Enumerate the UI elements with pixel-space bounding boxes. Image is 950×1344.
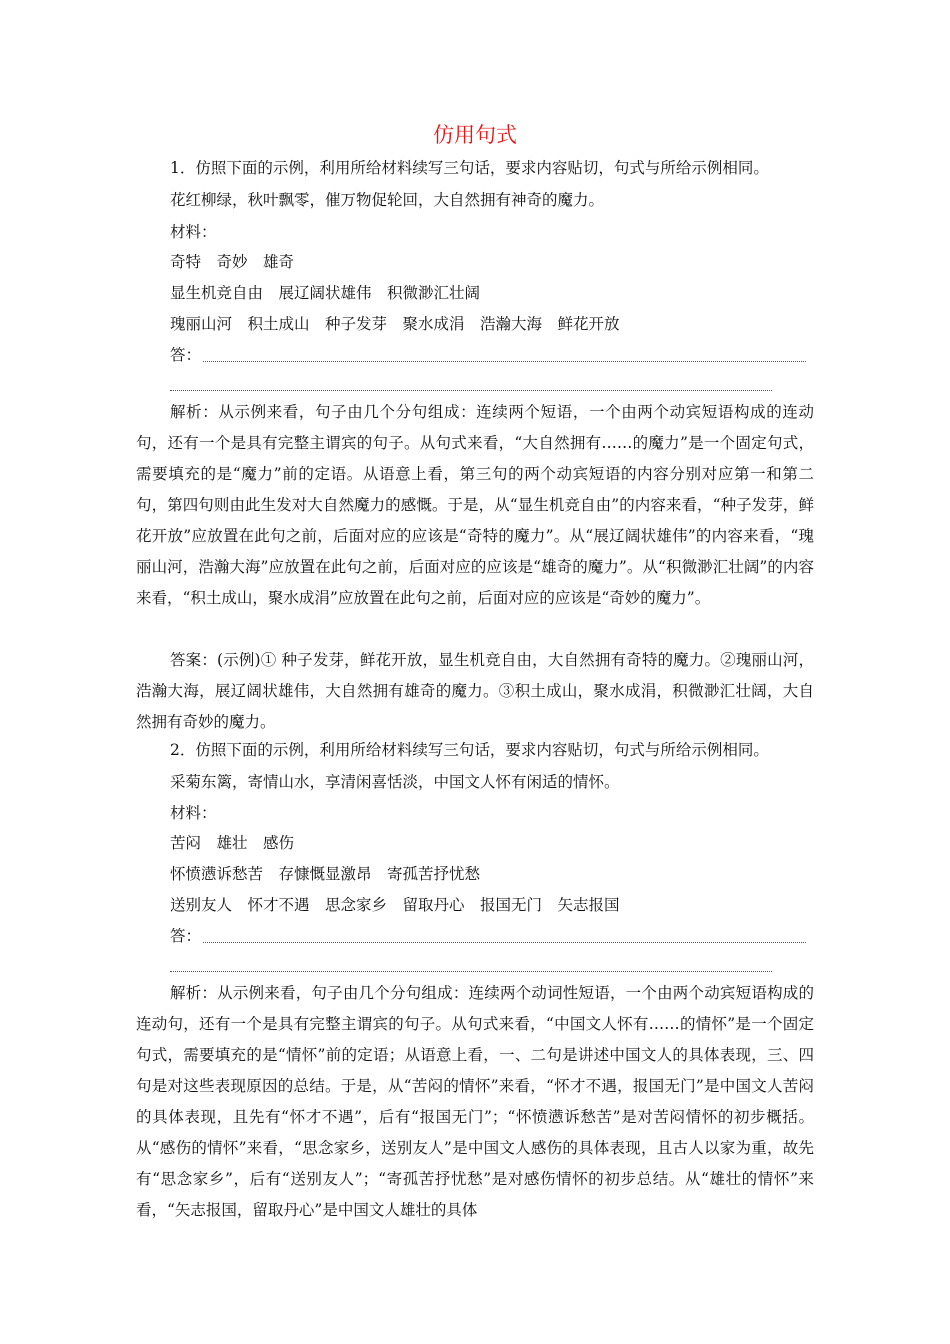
- q1-answer-line-1: [203, 361, 806, 362]
- q2-answer-line-2: [170, 970, 772, 972]
- q1-material-line2: 显生机竞自由 展辽阔状雄伟 积微渺汇壮阔: [170, 284, 481, 302]
- q1-answer-label: 答：: [170, 346, 202, 364]
- q1-answer-line-2: [170, 389, 772, 391]
- q1-answer: 答案：(示例)① 种子发芽，鲜花开放，显生机竞自由，大自然拥有奇特的魔力。②瑰丽山河，浩瀚大海，展辽阔状雄伟，大自然拥有雄奇的魔力。③积土成山，聚水成涓，积微渺汇壮阔，大自然拥有奇妙的魔力。: [136, 651, 814, 731]
- q2-material-line2: 怀愤懑诉愁苦 存慷慨显激昂 寄孤苦抒忧愁: [170, 865, 481, 883]
- q1-question: 1．仿照下面的示例，利用所给材料续写三句话，要求内容贴切，句式与所给示例相同。: [170, 159, 769, 177]
- q1-answer-field: [170, 343, 806, 367]
- q2-analysis: 解析：从示例来看，句子由几个分句组成：连续两个动词性短语，一个由两个动宾短语构成的连动句，还有一个是具有完整主谓宾的句子。从句式来看，“中国文人怀有……的情怀”是一个固定句式，需要填充的是“情怀”前的定语；从语意上看，一、二句是讲述中国文人的具体表现，三、四句是对这些表现原因的总结。于是，从“苦闷的情怀”来看，“怀才不遇，报国无门”是中国文人苦闷的具体表现，且先有“怀才不遇”，后有“报国无门”；“怀愤懑诉愁苦”是对苦闷情怀的初步概括。从“感伤的情怀”来看，“思念家乡，送别友人”是中国文人感伤的具体表现，且古人以家为重，故先有“思念家乡”，后有“送别友人”；“寄孤苦抒忧愁”是对感伤情怀的初步总结。从“雄壮的情怀”来看，“矢志报国，留取丹心”是中国文人雄壮的具体: [136, 984, 814, 1219]
- q1-analysis: 解析：从示例来看，句子由几个分句组成：连续两个短语，一个由两个动宾短语构成的连动句，还有一个是具有完整主谓宾的句子。从句式来看，“大自然拥有……的魔力”是一个固定句式，需要填充的是“魔力”前的定语。从语意上看，第三句的两个动宾短语的内容分别对应第一和第二句，第四句则由此生发对大自然魔力的感慨。于是，从“显生机竞自由”的内容来看，“种子发芽，鲜花开放”应放置在此句之前，后面对应的应该是“奇特的魔力”。从“展辽阔状雄伟”的内容来看，“瑰丽山河，浩瀚大海”应放置在此句之前，后面对应的应该是“雄奇的魔力”。从“积微渺汇壮阔”的内容来看，“积土成山，聚水成涓”应放置在此句之前，后面对应的应该是“奇妙的魔力”。: [136, 403, 814, 607]
- q2-answer-line-1: [203, 942, 806, 943]
- q2-material-label: 材料：: [170, 804, 217, 822]
- q1-material-label: 材料：: [170, 223, 217, 241]
- q2-material-line1: 苦闷 雄壮 感伤: [170, 834, 295, 852]
- q2-material-line3: 送别友人 怀才不遇 思念家乡 留取丹心 报国无门 矢志报国: [170, 896, 620, 914]
- q2-answer-field: [170, 924, 806, 948]
- q2-question: 2．仿照下面的示例，利用所给材料续写三句话，要求内容贴切，句式与所给示例相同。: [170, 741, 769, 759]
- q1-material-line3: 瑰丽山河 积土成山 种子发芽 聚水成涓 浩瀚大海 鲜花开放: [170, 315, 620, 333]
- q2-example: 采菊东篱，寄情山水，享清闲喜恬淡，中国文人怀有闲适的情怀。: [170, 773, 620, 791]
- page-title: 仿用句式: [433, 123, 517, 147]
- q1-material-line1: 奇特 奇妙 雄奇: [170, 253, 295, 271]
- q1-example: 花红柳绿，秋叶飘零，催万物促轮回，大自然拥有神奇的魔力。: [170, 191, 605, 209]
- q2-answer-label: 答：: [170, 927, 202, 945]
